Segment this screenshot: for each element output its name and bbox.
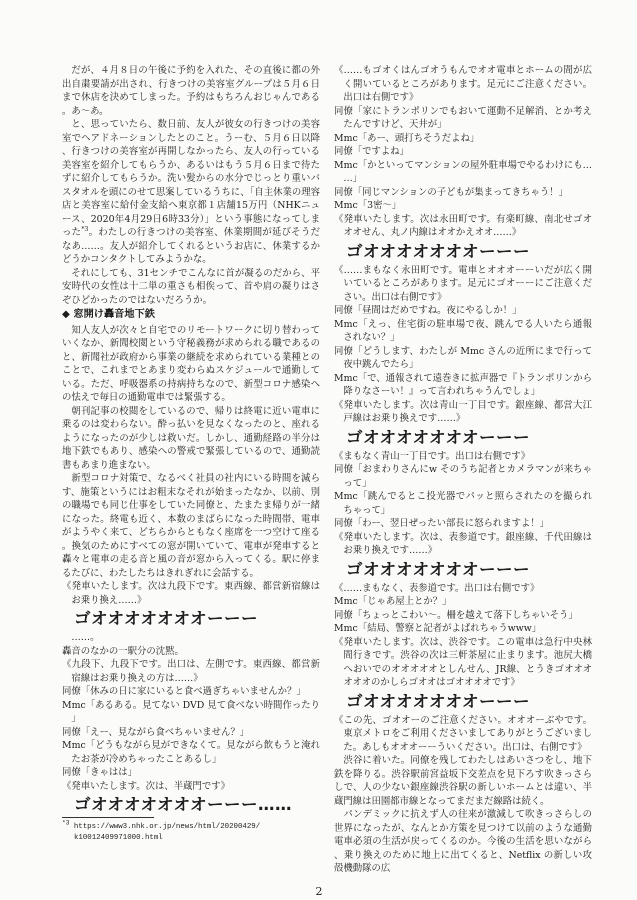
dialogue-line: 同僚「きゃはは」 (62, 767, 138, 778)
footnote-marker: *3 (62, 819, 70, 827)
dialogue-line: Mmc「かといってマンションの屋外駐車場でやるわけにも……」 (334, 159, 592, 184)
sound-effect-text: ゴオオオオオオオーーー (74, 609, 259, 628)
dialogue-line: 《発車いたします。次は、半蔵門です》 (62, 780, 231, 792)
dialogue-line: 同僚「家にトランポリンでもおいて運動不足解消、とか考えたんですけど、天井が」 (334, 105, 592, 130)
right-column (334, 64, 592, 882)
body-paragraph (62, 118, 320, 267)
dialogue-line: 《発車いたします。次は青山一丁目です。銀座線、都営大江戸線はお乗り換えです……》 (334, 399, 592, 424)
footnote-url: https://www3.nhk.or.jp/news/html/20200429/ (73, 823, 261, 831)
paragraph-text-continued: 。わたしの行きつけの美容室、休業期間が延びそうだなあ……。友人が紹介してくれるというお店に、休業するかどうかコンタクトしてみようかな。 (62, 227, 320, 265)
page-number: 2 (315, 885, 323, 898)
dialogue-line: Mmc「あるある。見てない DVD 見て食べない時間作ったり」 (62, 699, 320, 724)
body-paragraph: ……。 (71, 632, 100, 643)
dialogue-line: Mmc「結局、警察と記者がよばれちゃうwww」 (334, 623, 542, 634)
body-paragraph: パンデミックに抗えず人の往来が激減して吹きっさらしの世界になったが、なんとか方策を見つけて以前のような通勤電車必須の生活が戻ってくるのか。今後の生活を思いながら、乗り換えのために地上に出てくると、Netflix の新しい攻殻機動隊の広 (334, 809, 592, 874)
dialogue-line: 《発車いたします。次は、渋谷です。この電車は急行中央林間行きです。渋谷の次は三軒茶屋に止まります。池尻大橋へおいでのオオオオオとしんせん、JR線、とうきゴオオオオオオのかしらゴオオはゴオオオオです》 (334, 636, 592, 688)
dialogue-line: 《発車いたします。次は、表参道です。銀座線、千代田線はお乗り換えです……》 (334, 531, 592, 556)
footnote-reference: *3 (81, 225, 89, 233)
dialogue-line: 《……まもなく永田町です。電車とオオオーーいだが広く開いているところがあります。足元にゴオーーにご注意ください。出口は右側です》 (334, 264, 592, 303)
dialogue-line: Mmc「えっ、住宅街の駐車場で夜、跳んでる人いたら通報されない？」 (334, 318, 592, 343)
dialogue-line: 同僚「えー、見ながら食べちゃいません？」 (62, 726, 250, 738)
footnote-url-continued: k10012409971000.html (74, 834, 163, 842)
footnote (62, 817, 320, 844)
body-paragraph: それにしても、31センチでこんなに首が凝るのだから、平安時代の女性は十二単の重さも相俟って、首や肩の凝りはさぞひどかったのではないだろうか。 (62, 267, 320, 306)
dialogue-line: 同僚「ちょっとこわい〜。柵を越えて落下しちゃいそう」 (334, 609, 578, 621)
dialogue-line: 同僚「休みの日に家にいると食べ過ぎちゃいませんか？」 (62, 686, 306, 697)
footnote-line (62, 819, 320, 833)
body-paragraph: だが、４月８日の午後に予約を入れた、その直後に都の外出自粛要請が出され、行きつけの美容室グループは５月６日まで休店を決めてしまった。予約はもちろんおじゃんである。あ〜あ。 (62, 65, 320, 117)
paragraph-text: と、思っていたら、数日前、友人が彼女の行きつけの美容室でヘアドネーションしたとのこと。うーむ、５月６日以降、行きつけの美容室が再開しなかったら、友人の行っている美容室を紹介してもらうか、あるいはもう５月６日まで待たずに紹介してもらうか。洗い髪からの水分でじっとり重いバスタオルを頭にのせて思案しているうちに、「自主休業の理容店と美容室に給付金支給へ東京都１店舗15万円（NHKニュース、2020年4月29日6時33分）」という事態になってしまった (62, 119, 320, 238)
dialogue-line: 《……まもなく、表参道です。出口は右側です》 (334, 582, 540, 594)
dialogue-line: 《発車いたします。次は九段下です。東西線、都営新宿線はお乗り換え……》 (62, 581, 320, 606)
dialogue-line: 同僚「どうします、わたしが Mmc さんの近所にまで行って夜中跳んでたら」 (334, 345, 592, 370)
dialogue-line: 《発車いたします。次は永田町です。有楽町線、南北せゴオオオせん、丸ノ内線はオオかえオオ……》 (334, 213, 592, 238)
dialogue-line: 《九段下、九段下です。出口は、左側です。東西線、都営新宿線はお乗り換えの方は……》 (62, 659, 320, 684)
dialogue-line: 《まもなく青山一丁目です。出口は右側です》 (334, 450, 531, 462)
dialogue-line: Mmc「で、通報されて遠巻きに拡声器で『トランポリンから降りなさーい！』って言われちゃうんでしょ」 (334, 372, 592, 397)
dialogue-line: 《……もゴオくはんゴオうもんでオオ電車とホームの間が広く開いているところがあります。足元にご注意ください。出口は右側です》 (334, 65, 592, 103)
sound-effect-text: ゴオオオオオオオーーー (346, 241, 531, 261)
body-paragraph: 渋谷に着いた。同僚を残してわたしはあいさつをし、地下鉄を降りる。渋谷駅前宮益坂下交差点を見下ろす吹きっさらしで、人の少ない銀座線渋谷駅の新しいホームとは違い、半蔵門線は田園都市線となってまだまだ線路は続く。 (334, 755, 592, 807)
sound-effect-text: ゴオオオオオオオーーー (346, 691, 531, 711)
dialogue-line: Mmc「3密〜」 (334, 200, 402, 211)
left-column (62, 64, 320, 814)
dialogue-line: 同僚「昼間はだめですね。夜にやるしか！」 (334, 305, 522, 316)
dialogue-line: 同僚「おまわりさんにw そのうち記者とカメラマンが来ちゃって」 (334, 464, 592, 489)
dialogue-line: 轟音のなかの一駅分の沈黙。 (62, 645, 184, 657)
dialogue-line: 同僚「わー、翌日ぜったい部長に怒られますよ！」 (334, 518, 550, 529)
dialogue-line: 同僚「ですよね」 (334, 146, 410, 157)
body-paragraph: 知人友人が次々と自宅でのリモートワークに切り替わっていくなか、新聞校閲という守秘義務が求められる職であるのと、新聞社が政府から事業の継続を求められている業種とのことで、これまでとあまり変わらぬスケジュールで通勤している。ただ、呼吸器系の持病持ちなので、新型コロナ感染への怯えで毎日の通勤電車では緊張する。 (62, 324, 320, 403)
dialogue-line: Mmc「あー、頭打ちそうだよね」 (334, 132, 480, 144)
sound-effect-text: ゴオオオオオオオーーー…… (74, 795, 293, 814)
body-paragraph: 新型コロナ対策で、なるべく社員の社内にいる時間を減らす、施策というにはお粗末なそれが始まったなか、以前、別の職場でも同じ仕事をしていた同僚と、たまたま帰りが一緒になった。終電も近く、本数のまばらになった時間帯、電車がようやく来て、どちらからともなく座席を一つ空けて座る。換気のためにすべての窓が開いていて、電車が発車すると轟々と電車の走る音と風の音が窓から入ってくる。駅に停まるたびに、わたしたちはきれぎれに会話する。 (62, 473, 320, 579)
body-paragraph: 朝刊記事の校閲をしているので、帰りは終電に近い電車に乗るのは変わらない。酔っ払いを見なくなったのと、座れるようになったのが少しは救いだ。しかし、通勤経路の半分は地下鉄でもあり、感染への警戒で緊張しているので、通勤読書もあまり進まない。 (62, 405, 320, 471)
dialogue-line: 同僚「同じマンションの子どもが集まってきちゃう！」 (334, 186, 568, 198)
dialogue-line: Mmc「どうもながら見ができなくて。見ながら飲もうと淹れたお茶が冷めちゃったことあるし」 (62, 740, 320, 765)
sound-effect-text: ゴオオオオオオオーーー (346, 559, 531, 579)
footnote-divider (62, 817, 154, 818)
dialogue-line: Mmc「じゃあ屋上とか？」 (334, 596, 452, 607)
dialogue-line: Mmc「跳んでるとこ投光器でパッと照らされたのを撮られちゃって」 (334, 491, 592, 516)
dialogue-line: 《この先、ゴオオーのご注意ください。オオオーぶやです。東京メトロをご利用くださいましてありがとうございました。あしもオオオーーういください。出口は、右側です》 (334, 714, 592, 753)
section-heading: ◆ 窓開け轟音地下鉄 (62, 309, 155, 320)
sound-effect-text: ゴオオオオオオオーーー (346, 427, 531, 447)
